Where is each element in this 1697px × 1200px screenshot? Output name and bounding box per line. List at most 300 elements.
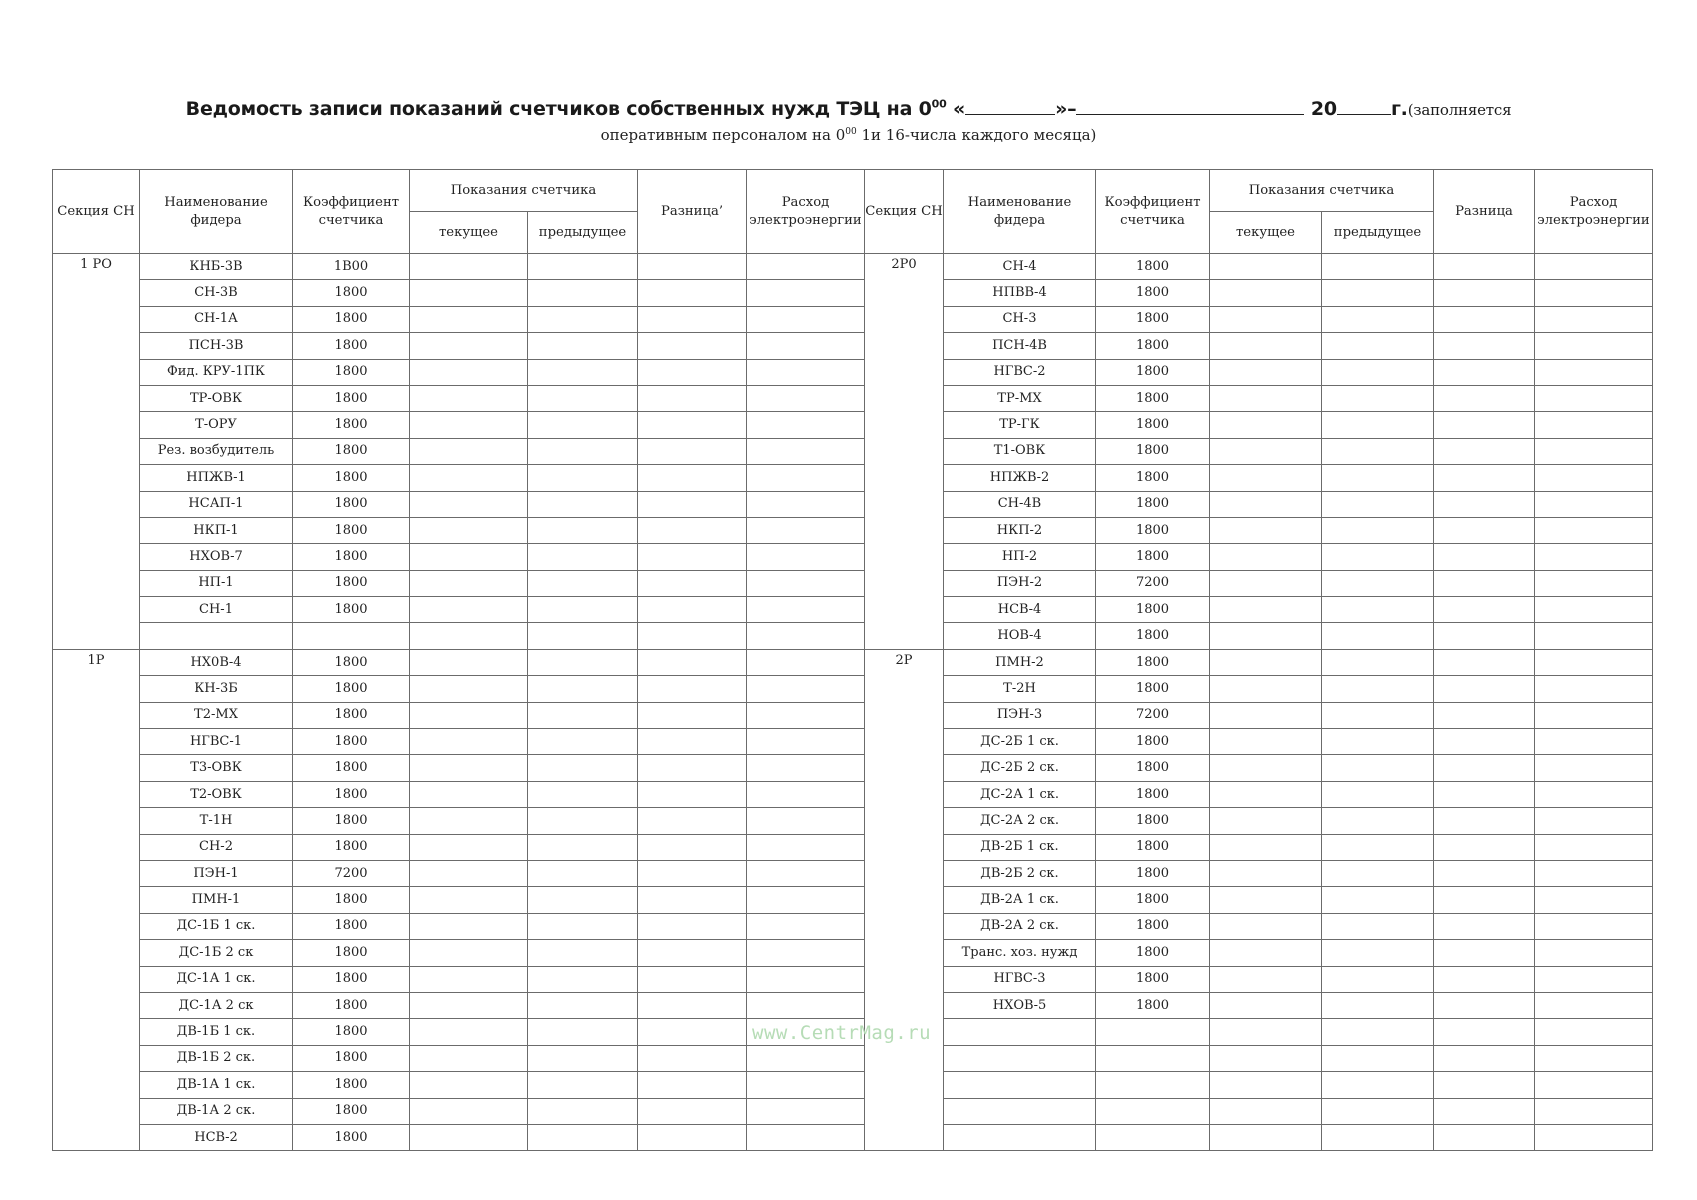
difference-cell[interactable] <box>638 992 747 1018</box>
consumption-cell[interactable] <box>1535 966 1653 992</box>
current-reading-cell[interactable] <box>410 1124 528 1150</box>
previous-reading-cell[interactable] <box>528 860 638 886</box>
current-reading-cell[interactable] <box>1210 1019 1322 1045</box>
current-reading-cell[interactable] <box>1210 649 1322 675</box>
consumption-cell[interactable] <box>1535 702 1653 728</box>
difference-cell[interactable] <box>638 729 747 755</box>
difference-cell[interactable] <box>638 438 747 464</box>
consumption-cell[interactable] <box>747 1072 865 1098</box>
feeder-name-cell: НГВС-3 <box>944 966 1096 992</box>
consumption-cell[interactable] <box>747 544 865 570</box>
difference-cell[interactable] <box>1434 359 1535 385</box>
difference-cell[interactable] <box>638 1098 747 1124</box>
previous-reading-cell[interactable] <box>528 491 638 517</box>
current-reading-cell[interactable] <box>410 1019 528 1045</box>
difference-cell[interactable] <box>638 306 747 332</box>
current-reading-cell[interactable] <box>410 280 528 306</box>
consumption-cell[interactable] <box>747 1098 865 1124</box>
previous-reading-cell[interactable] <box>528 729 638 755</box>
coefficient-cell: 1800 <box>293 729 410 755</box>
feeder-name-cell <box>944 1098 1096 1124</box>
difference-cell[interactable] <box>1434 570 1535 596</box>
consumption-cell[interactable] <box>1535 438 1653 464</box>
consumption-cell[interactable] <box>1535 412 1653 438</box>
previous-reading-cell[interactable] <box>1322 280 1434 306</box>
feeder-name-cell: НКП-2 <box>944 517 1096 543</box>
consumption-cell[interactable] <box>747 649 865 675</box>
current-reading-cell[interactable] <box>1210 860 1322 886</box>
previous-reading-cell[interactable] <box>528 755 638 781</box>
current-reading-cell[interactable] <box>1210 1124 1322 1150</box>
difference-cell[interactable] <box>1434 517 1535 543</box>
previous-reading-cell[interactable] <box>528 834 638 860</box>
consumption-cell[interactable] <box>747 887 865 913</box>
difference-cell[interactable] <box>638 254 747 280</box>
consumption-cell[interactable] <box>1535 1045 1653 1071</box>
current-reading-cell[interactable] <box>1210 966 1322 992</box>
previous-reading-cell[interactable] <box>1322 940 1434 966</box>
consumption-cell[interactable] <box>1535 729 1653 755</box>
current-reading-cell[interactable] <box>1210 570 1322 596</box>
feeder-name-cell <box>944 1019 1096 1045</box>
current-reading-cell[interactable] <box>1210 676 1322 702</box>
previous-reading-cell[interactable] <box>1322 1072 1434 1098</box>
consumption-cell[interactable] <box>747 966 865 992</box>
consumption-cell[interactable] <box>747 702 865 728</box>
previous-reading-cell[interactable] <box>1322 306 1434 332</box>
difference-cell[interactable] <box>638 1124 747 1150</box>
previous-reading-cell[interactable] <box>528 913 638 939</box>
difference-cell[interactable] <box>1434 438 1535 464</box>
current-reading-cell[interactable] <box>1210 491 1322 517</box>
previous-reading-cell[interactable] <box>528 385 638 411</box>
difference-cell[interactable] <box>638 597 747 623</box>
current-reading-cell[interactable] <box>1210 755 1322 781</box>
current-reading-cell[interactable] <box>410 623 528 649</box>
difference-cell[interactable] <box>638 465 747 491</box>
previous-reading-cell[interactable] <box>528 623 638 649</box>
current-reading-cell[interactable] <box>410 992 528 1018</box>
difference-cell[interactable] <box>1434 333 1535 359</box>
previous-reading-cell[interactable] <box>528 280 638 306</box>
previous-reading-cell[interactable] <box>1322 570 1434 596</box>
table-row <box>53 755 1653 781</box>
previous-reading-cell[interactable] <box>1322 676 1434 702</box>
previous-reading-cell[interactable] <box>528 544 638 570</box>
current-reading-cell[interactable] <box>410 491 528 517</box>
current-reading-cell[interactable] <box>1210 887 1322 913</box>
current-reading-cell[interactable] <box>410 306 528 332</box>
consumption-cell[interactable] <box>1535 597 1653 623</box>
consumption-cell[interactable] <box>1535 570 1653 596</box>
consumption-cell[interactable] <box>747 755 865 781</box>
current-reading-cell[interactable] <box>1210 359 1322 385</box>
consumption-cell[interactable] <box>747 860 865 886</box>
difference-cell[interactable] <box>1434 280 1535 306</box>
previous-reading-cell[interactable] <box>528 1072 638 1098</box>
consumption-cell[interactable] <box>1535 1072 1653 1098</box>
consumption-cell[interactable] <box>747 412 865 438</box>
section-cell: 2Р0 <box>865 254 944 650</box>
previous-reading-cell[interactable] <box>1322 729 1434 755</box>
current-reading-cell[interactable] <box>410 913 528 939</box>
difference-cell[interactable] <box>638 834 747 860</box>
feeder-name-cell: НХ0В-4 <box>140 649 293 675</box>
previous-reading-cell[interactable] <box>1322 808 1434 834</box>
difference-cell[interactable] <box>638 860 747 886</box>
current-reading-cell[interactable] <box>1210 517 1322 543</box>
consumption-cell[interactable] <box>1535 649 1653 675</box>
current-reading-cell[interactable] <box>1210 1098 1322 1124</box>
previous-reading-cell[interactable] <box>528 306 638 332</box>
difference-cell[interactable] <box>1434 385 1535 411</box>
previous-reading-cell[interactable] <box>1322 755 1434 781</box>
consumption-cell[interactable] <box>1535 913 1653 939</box>
consumption-cell[interactable] <box>747 834 865 860</box>
current-reading-cell[interactable] <box>1210 306 1322 332</box>
consumption-cell[interactable] <box>747 465 865 491</box>
current-reading-cell[interactable] <box>410 966 528 992</box>
current-reading-cell[interactable] <box>1210 1045 1322 1071</box>
consumption-cell[interactable] <box>1535 306 1653 332</box>
current-reading-cell[interactable] <box>410 465 528 491</box>
difference-cell[interactable] <box>1434 834 1535 860</box>
previous-reading-cell[interactable] <box>528 781 638 807</box>
current-reading-cell[interactable] <box>410 860 528 886</box>
title-line-1 <box>0 96 1697 120</box>
previous-reading-cell[interactable] <box>1322 385 1434 411</box>
coefficient-cell: 1800 <box>1096 359 1210 385</box>
previous-reading-cell[interactable] <box>528 992 638 1018</box>
difference-cell[interactable] <box>1434 940 1535 966</box>
previous-reading-cell[interactable] <box>528 1124 638 1150</box>
difference-cell[interactable] <box>638 491 747 517</box>
difference-cell[interactable] <box>1434 1072 1535 1098</box>
previous-reading-cell[interactable] <box>528 649 638 675</box>
previous-reading-cell[interactable] <box>1322 913 1434 939</box>
difference-cell[interactable] <box>638 359 747 385</box>
consumption-cell[interactable] <box>747 306 865 332</box>
current-reading-cell[interactable] <box>1210 913 1322 939</box>
current-reading-cell[interactable] <box>410 834 528 860</box>
coefficient-cell: 1800 <box>293 1098 410 1124</box>
previous-reading-cell[interactable] <box>1322 412 1434 438</box>
consumption-cell[interactable] <box>1535 940 1653 966</box>
consumption-cell[interactable] <box>747 940 865 966</box>
consumption-cell[interactable] <box>1535 860 1653 886</box>
header-consumption-right: Расход электроэнергии <box>1535 170 1653 254</box>
consumption-cell[interactable] <box>1535 1019 1653 1045</box>
previous-reading-cell[interactable] <box>528 702 638 728</box>
previous-reading-cell[interactable] <box>1322 1098 1434 1124</box>
current-reading-cell[interactable] <box>1210 280 1322 306</box>
consumption-cell[interactable] <box>1535 491 1653 517</box>
difference-cell[interactable] <box>1434 1124 1535 1150</box>
difference-cell[interactable] <box>638 940 747 966</box>
consumption-cell[interactable] <box>747 992 865 1018</box>
current-reading-cell[interactable] <box>1210 254 1322 280</box>
consumption-cell[interactable] <box>1535 834 1653 860</box>
current-reading-cell[interactable] <box>410 544 528 570</box>
previous-reading-cell[interactable] <box>528 1045 638 1071</box>
previous-reading-cell[interactable] <box>528 333 638 359</box>
current-reading-cell[interactable] <box>410 1098 528 1124</box>
difference-cell[interactable] <box>1434 306 1535 332</box>
consumption-cell[interactable] <box>747 280 865 306</box>
previous-reading-cell[interactable] <box>1322 649 1434 675</box>
previous-reading-cell[interactable] <box>1322 333 1434 359</box>
current-reading-cell[interactable] <box>1210 808 1322 834</box>
current-reading-cell[interactable] <box>1210 940 1322 966</box>
consumption-cell[interactable] <box>1535 808 1653 834</box>
consumption-cell[interactable] <box>747 438 865 464</box>
difference-cell[interactable] <box>638 570 747 596</box>
coefficient-cell: 1800 <box>293 517 410 543</box>
difference-cell[interactable] <box>638 755 747 781</box>
current-reading-cell[interactable] <box>1210 729 1322 755</box>
table-row <box>53 1098 1653 1124</box>
current-reading-cell[interactable] <box>1210 623 1322 649</box>
current-reading-cell[interactable] <box>410 517 528 543</box>
difference-cell[interactable] <box>1434 729 1535 755</box>
consumption-cell[interactable] <box>747 385 865 411</box>
difference-cell[interactable] <box>1434 1098 1535 1124</box>
difference-cell[interactable] <box>1434 254 1535 280</box>
coefficient-cell: 1800 <box>293 333 410 359</box>
current-reading-cell[interactable] <box>410 702 528 728</box>
current-reading-cell[interactable] <box>1210 992 1322 1018</box>
difference-cell[interactable] <box>1434 544 1535 570</box>
previous-reading-cell[interactable] <box>528 940 638 966</box>
current-reading-cell[interactable] <box>1210 597 1322 623</box>
difference-cell[interactable] <box>638 517 747 543</box>
difference-cell[interactable] <box>638 1019 747 1045</box>
difference-cell[interactable] <box>1434 992 1535 1018</box>
previous-reading-cell[interactable] <box>1322 623 1434 649</box>
difference-cell[interactable] <box>638 1045 747 1071</box>
previous-reading-cell[interactable] <box>1322 966 1434 992</box>
title-quote-open: « <box>946 98 966 120</box>
previous-reading-cell[interactable] <box>528 517 638 543</box>
difference-cell[interactable] <box>1434 412 1535 438</box>
previous-reading-cell[interactable] <box>528 570 638 596</box>
current-reading-cell[interactable] <box>1210 1072 1322 1098</box>
difference-cell[interactable] <box>638 649 747 675</box>
consumption-cell[interactable] <box>1535 517 1653 543</box>
consumption-cell[interactable] <box>747 517 865 543</box>
difference-cell[interactable] <box>1434 465 1535 491</box>
consumption-cell[interactable] <box>1535 781 1653 807</box>
previous-reading-cell[interactable] <box>528 1019 638 1045</box>
current-reading-cell[interactable] <box>410 808 528 834</box>
previous-reading-cell[interactable] <box>1322 1019 1434 1045</box>
difference-cell[interactable] <box>1434 755 1535 781</box>
previous-reading-cell[interactable] <box>1322 491 1434 517</box>
difference-cell[interactable] <box>1434 649 1535 675</box>
consumption-cell[interactable] <box>747 254 865 280</box>
previous-reading-cell[interactable] <box>528 438 638 464</box>
consumption-cell[interactable] <box>1535 465 1653 491</box>
current-reading-cell[interactable] <box>410 438 528 464</box>
current-reading-cell[interactable] <box>1210 465 1322 491</box>
difference-cell[interactable] <box>638 385 747 411</box>
current-reading-cell[interactable] <box>410 385 528 411</box>
consumption-cell[interactable] <box>1535 992 1653 1018</box>
difference-cell[interactable] <box>638 412 747 438</box>
difference-cell[interactable] <box>638 781 747 807</box>
consumption-cell[interactable] <box>1535 755 1653 781</box>
previous-reading-cell[interactable] <box>528 887 638 913</box>
difference-cell[interactable] <box>1434 491 1535 517</box>
difference-cell[interactable] <box>638 1072 747 1098</box>
consumption-cell[interactable] <box>747 597 865 623</box>
previous-reading-cell[interactable] <box>528 359 638 385</box>
coefficient-cell: 1800 <box>1096 306 1210 332</box>
difference-cell[interactable] <box>1434 913 1535 939</box>
current-reading-cell[interactable] <box>410 676 528 702</box>
current-reading-cell[interactable] <box>410 1045 528 1071</box>
difference-cell[interactable] <box>638 676 747 702</box>
previous-reading-cell[interactable] <box>528 412 638 438</box>
difference-cell[interactable] <box>1434 597 1535 623</box>
current-reading-cell[interactable] <box>410 597 528 623</box>
consumption-cell[interactable] <box>1535 280 1653 306</box>
difference-cell[interactable] <box>638 333 747 359</box>
previous-reading-cell[interactable] <box>1322 359 1434 385</box>
consumption-cell[interactable] <box>747 623 865 649</box>
difference-cell[interactable] <box>1434 676 1535 702</box>
current-reading-cell[interactable] <box>1210 544 1322 570</box>
consumption-cell[interactable] <box>1535 887 1653 913</box>
coefficient-cell: 7200 <box>293 860 410 886</box>
table-row <box>53 808 1653 834</box>
feeder-name-cell: Т-2Н <box>944 676 1096 702</box>
previous-reading-cell[interactable] <box>1322 465 1434 491</box>
consumption-cell[interactable] <box>1535 1124 1653 1150</box>
difference-cell[interactable] <box>638 913 747 939</box>
consumption-cell[interactable] <box>747 913 865 939</box>
previous-reading-cell[interactable] <box>1322 544 1434 570</box>
difference-cell[interactable] <box>638 808 747 834</box>
current-reading-cell[interactable] <box>1210 834 1322 860</box>
difference-cell[interactable] <box>1434 966 1535 992</box>
current-reading-cell[interactable] <box>410 359 528 385</box>
previous-reading-cell[interactable] <box>1322 702 1434 728</box>
previous-reading-cell[interactable] <box>528 254 638 280</box>
previous-reading-cell[interactable] <box>1322 597 1434 623</box>
current-reading-cell[interactable] <box>410 254 528 280</box>
difference-cell[interactable] <box>1434 781 1535 807</box>
consumption-cell[interactable] <box>747 491 865 517</box>
consumption-cell[interactable] <box>747 676 865 702</box>
previous-reading-cell[interactable] <box>528 808 638 834</box>
difference-cell[interactable] <box>1434 1019 1535 1045</box>
feeder-name-cell: Транс. хоз. нужд <box>944 940 1096 966</box>
previous-reading-cell[interactable] <box>1322 1045 1434 1071</box>
current-reading-cell[interactable] <box>1210 781 1322 807</box>
current-reading-cell[interactable] <box>410 570 528 596</box>
current-reading-cell[interactable] <box>410 940 528 966</box>
difference-cell[interactable] <box>638 887 747 913</box>
current-reading-cell[interactable] <box>410 755 528 781</box>
consumption-cell[interactable] <box>747 729 865 755</box>
current-reading-cell[interactable] <box>1210 702 1322 728</box>
consumption-cell[interactable] <box>747 808 865 834</box>
coefficient-cell: 1В00 <box>293 254 410 280</box>
difference-cell[interactable] <box>1434 860 1535 886</box>
meter-readings-table <box>52 169 1653 1151</box>
difference-cell[interactable] <box>1434 808 1535 834</box>
current-reading-cell[interactable] <box>1210 438 1322 464</box>
current-reading-cell[interactable] <box>410 333 528 359</box>
difference-cell[interactable] <box>638 544 747 570</box>
previous-reading-cell[interactable] <box>528 676 638 702</box>
previous-reading-cell[interactable] <box>1322 834 1434 860</box>
current-reading-cell[interactable] <box>410 649 528 675</box>
previous-reading-cell[interactable] <box>1322 860 1434 886</box>
current-reading-cell[interactable] <box>410 887 528 913</box>
document-title <box>0 96 1697 144</box>
previous-reading-cell[interactable] <box>528 1098 638 1124</box>
consumption-cell[interactable] <box>747 781 865 807</box>
section-cell: 1 РО <box>53 254 140 650</box>
previous-reading-cell[interactable] <box>528 597 638 623</box>
consumption-cell[interactable] <box>1535 254 1653 280</box>
previous-reading-cell[interactable] <box>1322 438 1434 464</box>
coefficient-cell: 1800 <box>1096 887 1210 913</box>
current-reading-cell[interactable] <box>410 412 528 438</box>
previous-reading-cell[interactable] <box>1322 781 1434 807</box>
previous-reading-cell[interactable] <box>528 966 638 992</box>
difference-cell[interactable] <box>638 623 747 649</box>
difference-cell[interactable] <box>638 966 747 992</box>
feeder-name-cell: НП-2 <box>944 544 1096 570</box>
consumption-cell[interactable] <box>747 359 865 385</box>
previous-reading-cell[interactable] <box>1322 1124 1434 1150</box>
consumption-cell[interactable] <box>747 333 865 359</box>
previous-reading-cell[interactable] <box>1322 992 1434 1018</box>
consumption-cell[interactable] <box>1535 623 1653 649</box>
consumption-cell[interactable] <box>1535 385 1653 411</box>
current-reading-cell[interactable] <box>1210 412 1322 438</box>
consumption-cell[interactable] <box>747 1124 865 1150</box>
difference-cell[interactable] <box>638 280 747 306</box>
current-reading-cell[interactable] <box>1210 385 1322 411</box>
consumption-cell[interactable] <box>1535 544 1653 570</box>
previous-reading-cell[interactable] <box>1322 887 1434 913</box>
current-reading-cell[interactable] <box>410 1072 528 1098</box>
current-reading-cell[interactable] <box>1210 333 1322 359</box>
difference-cell[interactable] <box>1434 1045 1535 1071</box>
consumption-cell[interactable] <box>1535 333 1653 359</box>
consumption-cell[interactable] <box>1535 676 1653 702</box>
current-reading-cell[interactable] <box>410 729 528 755</box>
difference-cell[interactable] <box>1434 623 1535 649</box>
consumption-cell[interactable] <box>747 1045 865 1071</box>
table-row <box>53 940 1653 966</box>
consumption-cell[interactable] <box>1535 359 1653 385</box>
previous-reading-cell[interactable] <box>1322 254 1434 280</box>
previous-reading-cell[interactable] <box>528 465 638 491</box>
difference-cell[interactable] <box>638 702 747 728</box>
consumption-cell[interactable] <box>747 570 865 596</box>
consumption-cell[interactable] <box>1535 1098 1653 1124</box>
previous-reading-cell[interactable] <box>1322 517 1434 543</box>
difference-cell[interactable] <box>1434 702 1535 728</box>
current-reading-cell[interactable] <box>410 781 528 807</box>
difference-cell[interactable] <box>1434 887 1535 913</box>
table-row <box>53 623 1653 649</box>
